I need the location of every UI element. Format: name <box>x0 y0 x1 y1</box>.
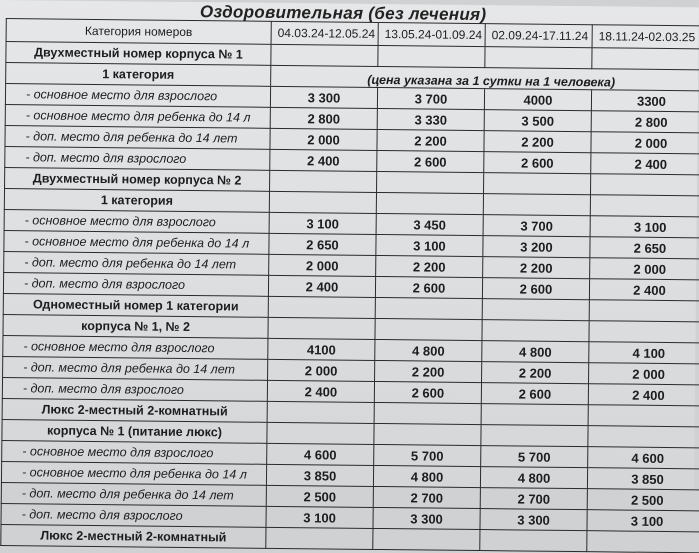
room-title: Одноместный номер 1 категории <box>3 294 268 318</box>
price-cell: 2 600 <box>484 152 591 174</box>
row-label: - доп. место для взрослого <box>5 147 270 171</box>
empty-cell <box>374 402 481 424</box>
empty-cell <box>482 299 589 321</box>
price-cell: 2 200 <box>375 360 482 382</box>
price-cell: 3 100 <box>590 216 699 238</box>
price-cell: 3 300 <box>373 507 480 529</box>
row-label: - основное место для взрослого <box>5 84 270 108</box>
room-title: Двухместный номер корпуса № 2 <box>5 168 270 192</box>
price-cell: 2 650 <box>590 237 699 259</box>
empty-cell <box>588 405 699 427</box>
price-cell: 4 600 <box>588 447 699 469</box>
price-cell: 2 400 <box>591 153 699 175</box>
empty-cell <box>590 174 699 196</box>
price-cell: 3 100 <box>587 510 699 532</box>
row-label: - доп. место для ребенка до 14 лет <box>5 126 270 150</box>
price-cell: 2 200 <box>483 257 590 279</box>
row-label: - доп. место для взрослого <box>2 378 267 402</box>
empty-cell <box>589 321 699 343</box>
room-subtitle: 1 категория <box>6 63 271 87</box>
empty-cell <box>588 426 699 448</box>
price-cell: 2 400 <box>267 380 374 402</box>
empty-cell <box>377 171 484 193</box>
row-label: - основное место для ребенка до 14 л <box>1 462 266 486</box>
empty-cell <box>267 401 374 423</box>
price-cell: 2 600 <box>482 278 589 300</box>
price-cell: 4 800 <box>373 465 480 487</box>
price-cell: 4 800 <box>482 341 589 363</box>
room-subtitle: 1 категория <box>4 189 269 213</box>
row-label: - доп. место для ребенка до 14 лет <box>4 252 269 276</box>
empty-cell <box>269 191 376 213</box>
price-cell: 3 330 <box>377 108 484 130</box>
empty-cell <box>589 300 699 322</box>
price-note: (цена указана за 1 сутки на 1 человека) <box>271 65 699 91</box>
price-cell: 2 600 <box>375 276 482 298</box>
period-header: 18.11.24-02.03.25 <box>592 25 699 49</box>
empty-cell <box>270 170 377 192</box>
page-title: Оздоровительная (без лечения) <box>199 2 487 25</box>
row-label: - доп. место для ребенка до 14 лет <box>3 357 268 381</box>
price-cell: 2 000 <box>268 359 375 381</box>
price-cell: 2 000 <box>590 258 699 280</box>
price-cell: 2 400 <box>588 384 699 406</box>
price-cell: 2 400 <box>589 279 699 301</box>
empty-cell <box>267 422 374 444</box>
empty-cell <box>373 528 480 550</box>
row-label: - доп. место для взрослого <box>1 504 266 528</box>
price-cell: 3 700 <box>377 87 484 109</box>
room-title: Люкс 2-местный 2-комнатный <box>2 399 267 423</box>
price-cell: 2 400 <box>270 149 377 171</box>
price-cell: 2 500 <box>587 489 699 511</box>
price-cell: 2 000 <box>589 363 699 385</box>
price-cell: 4 100 <box>589 342 699 364</box>
empty-cell <box>592 48 699 70</box>
price-cell: 2 500 <box>266 485 373 507</box>
price-cell: 4 800 <box>480 467 587 489</box>
empty-cell <box>268 317 375 339</box>
empty-cell <box>376 192 483 214</box>
price-cell: 2 700 <box>373 486 480 508</box>
price-cell: 3 200 <box>483 236 590 258</box>
price-cell: 3 850 <box>266 464 373 486</box>
price-cell: 2 000 <box>269 254 376 276</box>
price-cell: 4100 <box>268 338 375 360</box>
price-cell: 3 850 <box>587 468 699 490</box>
price-cell: 3 500 <box>484 110 591 132</box>
period-header: 04.03.24-12.05.24 <box>271 21 378 45</box>
price-cell: 2 800 <box>591 111 699 133</box>
price-table <box>0 18 699 553</box>
price-cell: 2 200 <box>377 129 484 151</box>
empty-cell <box>374 423 481 445</box>
empty-cell <box>483 173 590 195</box>
room-subtitle: корпуса № 1 (питание люкс) <box>2 420 267 444</box>
empty-cell <box>375 297 482 319</box>
price-cell: 4000 <box>484 89 591 111</box>
price-cell: 2 000 <box>591 132 699 154</box>
price-cell: 3 100 <box>266 506 373 528</box>
price-cell: 3 450 <box>376 213 483 235</box>
price-cell: 3 100 <box>269 212 376 234</box>
room-subtitle: корпуса № 1, № 2 <box>3 315 268 339</box>
empty-cell <box>587 531 699 553</box>
price-cell: 2 650 <box>269 233 376 255</box>
price-cell: 3 300 <box>270 86 377 108</box>
row-label: - основное место для ребенка до 14 л <box>4 231 269 255</box>
price-cell: 2 200 <box>484 131 591 153</box>
empty-cell <box>481 425 588 447</box>
price-cell: 3 100 <box>376 234 483 256</box>
room-title: Двухместный номер корпуса № 1 <box>6 42 271 66</box>
empty-cell <box>271 44 378 66</box>
period-header: 02.09.24-17.11.24 <box>485 24 592 48</box>
room-title: Люкс 2-местный 2-комнатный <box>1 525 266 549</box>
period-header: 13.05.24-01.09.24 <box>378 22 485 46</box>
price-cell: 2 000 <box>270 128 377 150</box>
price-cell: 2 600 <box>374 381 481 403</box>
empty-cell <box>375 318 482 340</box>
price-cell: 5 700 <box>481 446 588 468</box>
empty-cell <box>480 530 587 552</box>
row-label: - основное место для ребенка до 14 л <box>5 105 270 129</box>
empty-cell <box>483 194 590 216</box>
price-cell: 3 700 <box>483 215 590 237</box>
price-cell: 2 200 <box>482 362 589 384</box>
empty-cell <box>378 45 485 67</box>
price-cell: 4 800 <box>375 339 482 361</box>
row-label: - доп. место для взрослого <box>3 273 268 297</box>
empty-cell <box>266 527 373 549</box>
empty-cell <box>485 47 592 69</box>
price-cell: 3300 <box>591 90 699 112</box>
empty-cell <box>590 195 699 217</box>
category-header: Категория номеров <box>6 19 271 45</box>
empty-cell <box>481 404 588 426</box>
row-label: - основное место для взрослого <box>2 441 267 465</box>
price-cell: 4 600 <box>267 443 374 465</box>
price-cell: 2 700 <box>480 488 587 510</box>
row-label: - доп. место для ребенка до 14 лет <box>1 483 266 507</box>
price-cell: 5 700 <box>374 444 481 466</box>
price-cell: 2 800 <box>270 107 377 129</box>
price-cell: 2 600 <box>377 150 484 172</box>
row-label: - основное место для взрослого <box>3 336 268 360</box>
price-cell: 3 300 <box>480 509 587 531</box>
empty-cell <box>482 320 589 342</box>
row-label: - основное место для взрослого <box>4 210 269 234</box>
price-cell: 2 200 <box>376 255 483 277</box>
price-cell: 2 400 <box>268 275 375 297</box>
empty-cell <box>268 296 375 318</box>
price-cell: 2 600 <box>481 383 588 405</box>
